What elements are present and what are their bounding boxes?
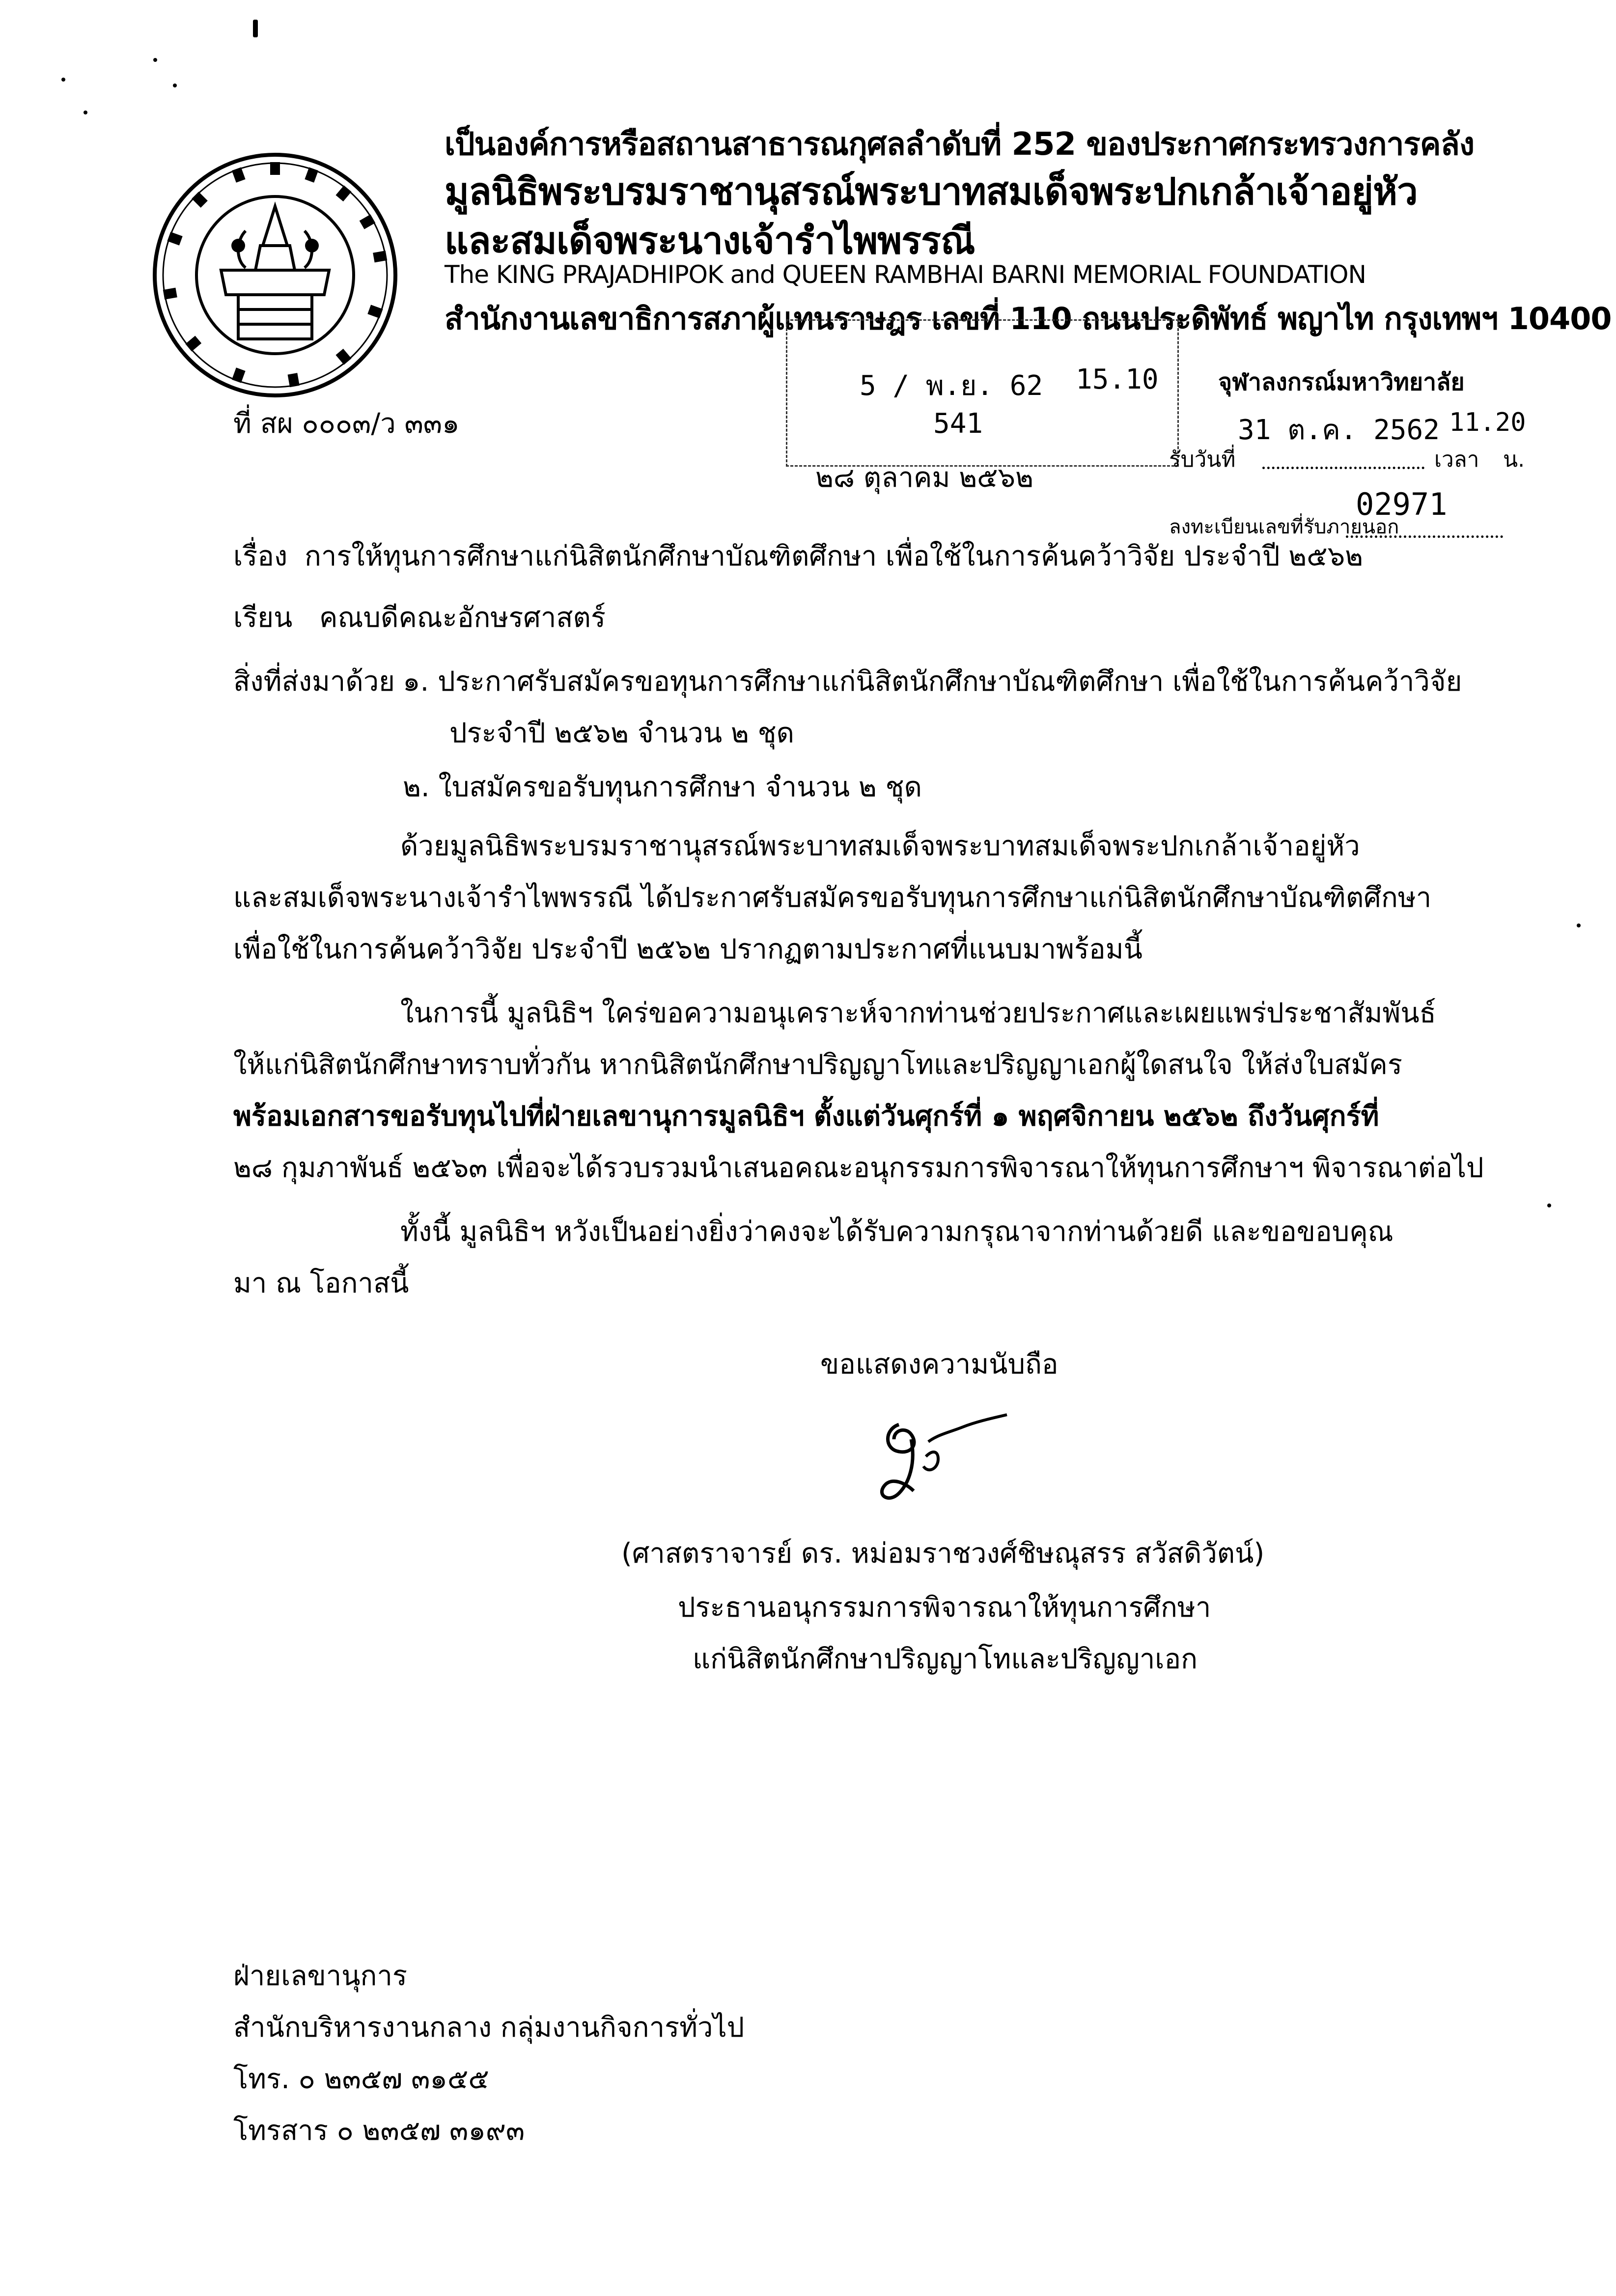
body-paragraph-line: ทั้งนี้ มูลนิธิฯ หวังเป็นอย่างยิ่งว่าคงจะได้รับความกรุณาจากท่านด้วยดี และขอขอบคุณ xyxy=(400,1216,1393,1248)
body-paragraph-line: เพื่อใช้ในการค้นคว้าวิจัย ประจำปี ๒๕๖๒ ปรากฏตามประกาศที่แนบมาพร้อมนี้ xyxy=(233,933,1142,965)
body-paragraph-line: พร้อมเอกสารขอรับทุนไปที่ฝ่ายเลขานุการมูลนิธิฯ ตั้งแต่วันศุกร์ที่ ๑ พฤศจิกายน ๒๕๖๒ ถึงวันศุกร์ที่ xyxy=(233,1100,1379,1132)
body-paragraph-line: ด้วยมูลนิธิพระบรมราชานุสรณ์พระบาทสมเด็จพระบาทสมเด็จพระปกเกล้าเจ้าอยู่หัว xyxy=(400,830,1360,862)
scan-speck xyxy=(1547,1204,1551,1207)
received-time: 11.20 xyxy=(1449,408,1526,437)
time-label: เวลา xyxy=(1434,447,1479,472)
body-paragraph-line: ในการนี้ มูลนิธิฯ ใคร่ขอความอนุเคราะห์จากท่านช่วยประกาศและเผยแพร่ประชาสัมพันธ์ xyxy=(400,997,1436,1029)
letter-date: ๒๘ ตุลาคม ๒๕๖๒ xyxy=(815,462,1033,494)
closing-salutation: ขอแสดงความนับถือ xyxy=(820,1348,1059,1380)
scan-speck xyxy=(253,20,258,37)
enclosure-item: ๑. ประกาศรับสมัครขอทุนการศึกษาแก่นิสิตนักศึกษาบัณฑิตศึกษา เพื่อใช้ในการค้นคว้าวิจัย xyxy=(403,666,1462,698)
foundation-address: สำนักงานเลขาธิการสภาผู้แทนราษฎร เลขที่ 110 ถนนประดิพัทธ์ พญาไท กรุงเทพฯ 10400 xyxy=(445,301,1612,336)
scan-speck xyxy=(1577,924,1581,927)
scan-speck xyxy=(153,58,157,62)
received-label: รับวันที่ xyxy=(1169,447,1236,472)
stamp-time: 15.10 xyxy=(1076,364,1159,395)
time-unit: น. xyxy=(1503,447,1525,472)
body-paragraph-line: ให้แก่นิสิตนักศึกษาทราบทั่วกัน หากนิสิตนักศึกษาปริญญาโทและปริญญาเอกผู้ใดสนใจ ให้ส่งใบสมัคร xyxy=(233,1049,1402,1081)
receiving-org: จุฬาลงกรณ์มหาวิทยาลัย xyxy=(1218,368,1465,396)
body-paragraph-line: ๒๘ กุมภาพันธ์ ๒๕๖๓ เพื่อจะได้รวบรวมนำเสนอคณะอนุกรรมการพิจารณาให้ทุนการศึกษาฯ พิจารณาต่อไป xyxy=(233,1152,1484,1184)
addressee-label: เรียน xyxy=(233,602,293,634)
enclosure-item: ๒. ใบสมัครขอรับทุนการศึกษา จำนวน ๒ ชุด xyxy=(403,771,922,803)
footer-department: ฝ่ายเลขานุการ xyxy=(233,1960,407,1992)
footer-office: สำนักบริหารงานกลาง กลุ่มงานกิจการทั่วไป xyxy=(233,2012,745,2044)
foundation-name-thai-2: และสมเด็จพระนางเจ้ารำไพพรรณี xyxy=(445,219,975,262)
signatory-name: (ศาสตราจารย์ ดร. หม่อมราชวงศ์ชิษณุสรร สวัสดิวัตน์) xyxy=(621,1538,1265,1569)
scan-speck xyxy=(173,84,177,87)
registration-number: 02971 xyxy=(1356,486,1448,522)
body-paragraph-line: และสมเด็จพระนางเจ้ารำไพพรรณี ได้ประกาศรับสมัครขอรับทุนการศึกษาแก่นิสิตนักศึกษาบัณฑิตศึกษา xyxy=(233,882,1432,914)
body-paragraph-line: มา ณ โอกาสนี้ xyxy=(233,1267,409,1299)
scan-speck xyxy=(61,78,65,82)
handwritten-signature xyxy=(864,1405,1012,1513)
registration-dotted-line xyxy=(1346,535,1503,538)
stamp-date: 5 / พ.ย. 62 xyxy=(860,370,1043,402)
addressee: คณบดีคณะอักษรศาสตร์ xyxy=(319,602,606,634)
scan-speck xyxy=(84,111,87,114)
letterhead-registration: เป็นองค์การหรือสถานสาธารณกุศลลำดับที่ 252 ของประกาศกระทรวงการคลัง xyxy=(445,126,1475,163)
reference-number: ที่ สผ ๐๐๐๓/ว ๓๓๑ xyxy=(233,408,460,440)
stamp-number: 541 xyxy=(933,408,983,440)
received-date: 31 ต.ค. 2562 xyxy=(1238,414,1440,446)
signatory-title-continued: แก่นิสิตนักศึกษาปริญญาโทและปริญญาเอก xyxy=(693,1643,1198,1675)
enclosure-label: สิ่งที่ส่งมาด้วย xyxy=(233,666,395,698)
footer-telephone: โทร. ๐ ๒๓๕๗ ๓๑๕๕ xyxy=(233,2063,489,2095)
subject-label: เรื่อง xyxy=(233,540,288,572)
footer-fax: โทรสาร ๐ ๒๓๕๗ ๓๑๙๓ xyxy=(233,2115,525,2147)
foundation-name-thai: มูลนิธิพระบรมราชานุสรณ์พระบาทสมเด็จพระปกเกล้าเจ้าอยู่หัว xyxy=(445,169,1418,213)
registration-label: ลงทะเบียนเลขที่รับภายนอก xyxy=(1169,516,1399,538)
enclosure-item-continued: ประจำปี ๒๕๖๒ จำนวน ๒ ชุด xyxy=(449,717,795,749)
received-dotted-line xyxy=(1262,467,1424,469)
signatory-title: ประธานอนุกรรมการพิจารณาให้ทุนการศึกษา xyxy=(678,1592,1211,1624)
subject-text: การให้ทุนการศึกษาแก่นิสิตนักศึกษาบัณฑิตศึกษา เพื่อใช้ในการค้นคว้าวิจัย ประจำปี ๒๕๖๒ xyxy=(305,540,1364,572)
foundation-seal-logo xyxy=(147,147,403,403)
foundation-name-english: The KING PRAJADHIPOK and QUEEN RAMBHAI BARNI MEMORIAL FOUNDATION xyxy=(445,260,1366,289)
